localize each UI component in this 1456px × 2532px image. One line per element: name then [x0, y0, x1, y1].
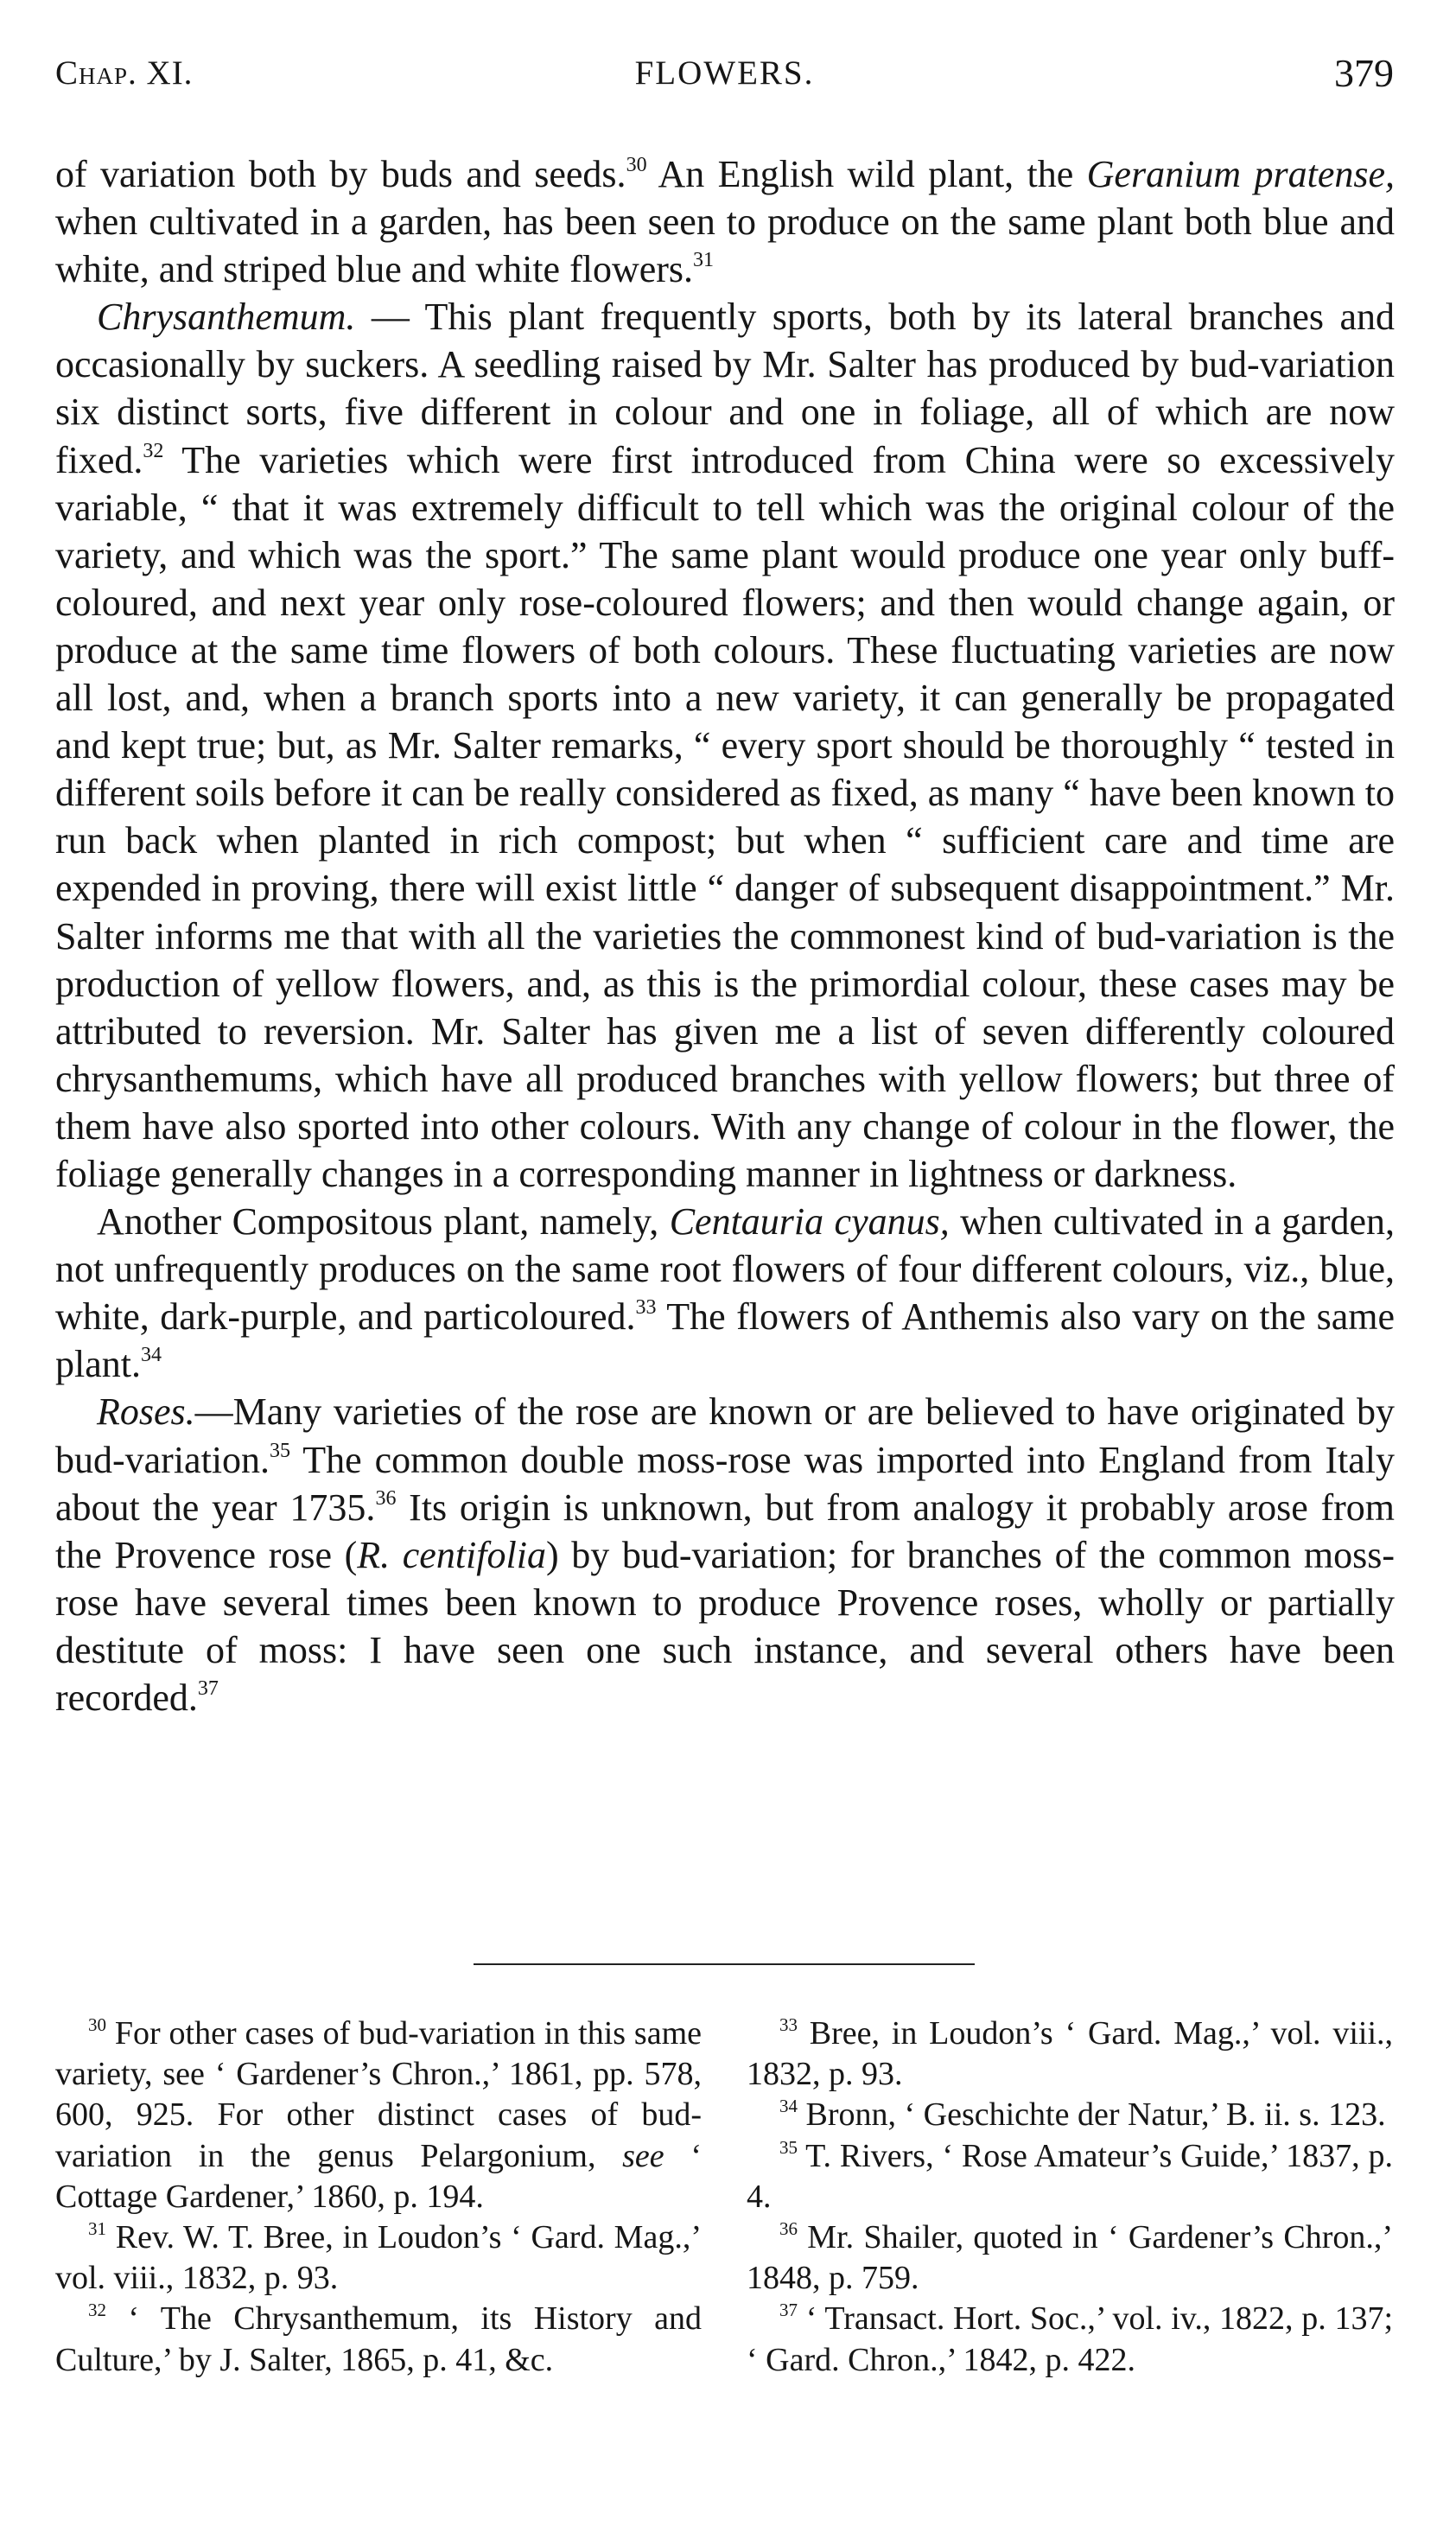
footnote-ref-31: 31 [693, 249, 715, 272]
species-name: R. centifolia [357, 1533, 546, 1576]
text-run: ) by bud-variation; for branches of the common moss-rose have several times been known to produce Provence roses, wholly or partially destitute of moss: I have seen one such instance, and several others have been recorded. [55, 1533, 1396, 1719]
footnote-text: For other cases of bud-variation in this same variety, see ‘ Gardener’s Chron.,’ 1861, pp. 578, 600, 925. For other distinct cases of bud-variation in the genus Pelargonium, [55, 2015, 702, 2174]
paragraph-geranium [55, 150, 1395, 293]
footnote-33 [747, 2014, 1393, 2095]
footnote-number: 37 [779, 2300, 798, 2321]
footnote-text: ‘ The Chrysanthemum, its History and Culture,’ by J. Salter, 1865, p. 41, &c. [55, 2300, 702, 2378]
text-run: when cultivated in a garden, has been seen to produce on the same plant both blue and white, and striped blue and white flowers. [55, 200, 1395, 291]
footnote-ref-32: 32 [143, 439, 164, 462]
footnote-text: Bronn, ‘ Geschichte der Natur,’ B. ii. s. 123. [798, 2096, 1386, 2134]
footnote-35 [747, 2136, 1393, 2217]
footnotes-left-column [55, 2014, 702, 2381]
text-run: Its origin is unknown, but from analogy it probably arose from the Provence rose ( [55, 1485, 1396, 1576]
footnote-ref-30: 30 [626, 154, 647, 176]
text-run: —Many varieties of the rose are known or are believed to have originated by bud-variation. [55, 1390, 1395, 1481]
footnote-number: 33 [779, 2014, 798, 2035]
footnote-text: Bree, in Loudon’s ‘ Gard. Mag.,’ vol. viii., 1832, p. 93. [747, 2015, 1393, 2093]
footnote-37 [747, 2299, 1393, 2380]
section-heading-roses: Roses. [97, 1390, 195, 1434]
chapter-label: Chap. XI. [55, 54, 194, 92]
footnote-divider [474, 1963, 975, 1965]
footnote-number: 32 [88, 2300, 106, 2321]
text-run: The flowers of Anthemis also vary on the same plant. [55, 1295, 1395, 1386]
footnote-32 [55, 2299, 702, 2380]
text-run: — This plant frequently sports, both by its lateral branches and occasionally by suckers. A seedling raised by Mr. Salter has produced by bud-variation six distinct sorts, five different in colour and one in foliage, all of which are now fixed. [55, 296, 1395, 481]
footnote-number: 30 [88, 2014, 106, 2035]
text-run: Another Compositous plant, namely, [97, 1200, 670, 1244]
species-name: Centauria cyanus, [669, 1200, 950, 1244]
page-number: 379 [1334, 51, 1394, 95]
paragraph-chrysanthemum [55, 293, 1395, 1198]
footnote-ref-37: 37 [197, 1677, 219, 1700]
footnote-number: 31 [88, 2218, 106, 2240]
footnotes-right-column [747, 2014, 1393, 2381]
footnote-ref-36: 36 [375, 1486, 397, 1510]
species-name: Geranium pratense, [1086, 153, 1396, 195]
paragraph-centauria [55, 1198, 1395, 1388]
text-run: An English wild plant, the [646, 153, 1087, 195]
footnote-text: Mr. Shailer, quoted in ‘ Gardener’s Chron.,’ 1848, p. 759. [747, 2219, 1393, 2297]
footnote-text: ‘ Transact. Hort. Soc.,’ vol. iv., 1822, p. 137; ‘ Gard. Chron.,’ 1842, p. 422. [747, 2300, 1393, 2378]
section-heading-chrysanthemum: Chrysanthemum. [97, 296, 356, 339]
footnote-ref-33: 33 [635, 1296, 657, 1320]
footnote-34 [747, 2095, 1393, 2135]
text-run: when cultivated in a garden, not unfrequently produces on the same root flowers of four different colours, viz., blue, white, dark-purple, and particoloured. [55, 1200, 1395, 1339]
text-run: The common double moss-rose was imported into England from Italy about the year 1735. [55, 1438, 1395, 1529]
footnote-italic: see [622, 2137, 664, 2174]
running-head [55, 51, 1394, 105]
paragraph-roses [55, 1388, 1395, 1721]
footnote-30 [55, 2014, 702, 2217]
footnote-number: 34 [779, 2096, 798, 2117]
footnote-ref-34: 34 [140, 1344, 162, 1367]
footnote-ref-35: 35 [270, 1439, 291, 1462]
footnote-36 [747, 2217, 1393, 2299]
footnote-31 [55, 2217, 702, 2299]
footnote-text: T. Rivers, ‘ Rose Amateur’s Guide,’ 1837, p. 4. [747, 2137, 1393, 2215]
text-run: The varieties which were first introduced from China were so excessively variable, “ that it was extremely difficult to tell which was the original colour of the variety, and which was the sport.” The same plant would produce one year only buff-coloured, and next year only rose-coloured flowers; and then would change again, or produce at the same time flowers of both colours. These fluctuating varieties are now all lost, and, when a branch sports into a new variety, it can generally be propagated and kept true; but, as Mr. Salter remarks, “ every sport should be thoroughly “ tested in different soils before it can be really considered as fixed, as many “ have been known to run back when planted in rich compost; but when “ sufficient care and time are expended in proving, there will exist little “ danger of subsequent disappointment.” Mr. Salter informs me that with all the varieties the commonest kind of bud-variation is the production of yellow flowers, and, as this is the primordial colour, these cases may be attributed to reversion. Mr. Salter has given me a list of seven differently coloured chrysanthemums, which have all produced branches with yellow flowers; but three of them have also sported into other colours. With any change of colour in the flower, the foliage generally changes in a corresponding manner in lightness or darkness. [55, 438, 1395, 1195]
running-title: FLOWERS. [634, 54, 815, 92]
footnote-text: Rev. W. T. Bree, in Loudon’s ‘ Gard. Mag.,’ vol. viii., 1832, p. 93. [55, 2219, 702, 2297]
text-run: of variation both by buds and seeds. [55, 153, 626, 195]
footnote-number: 36 [779, 2218, 798, 2240]
main-text [55, 150, 1395, 1721]
footnote-number: 35 [779, 2136, 798, 2158]
footnote-text: ‘ Cottage Gardener,’ 1860, p. 194. [55, 2137, 703, 2215]
